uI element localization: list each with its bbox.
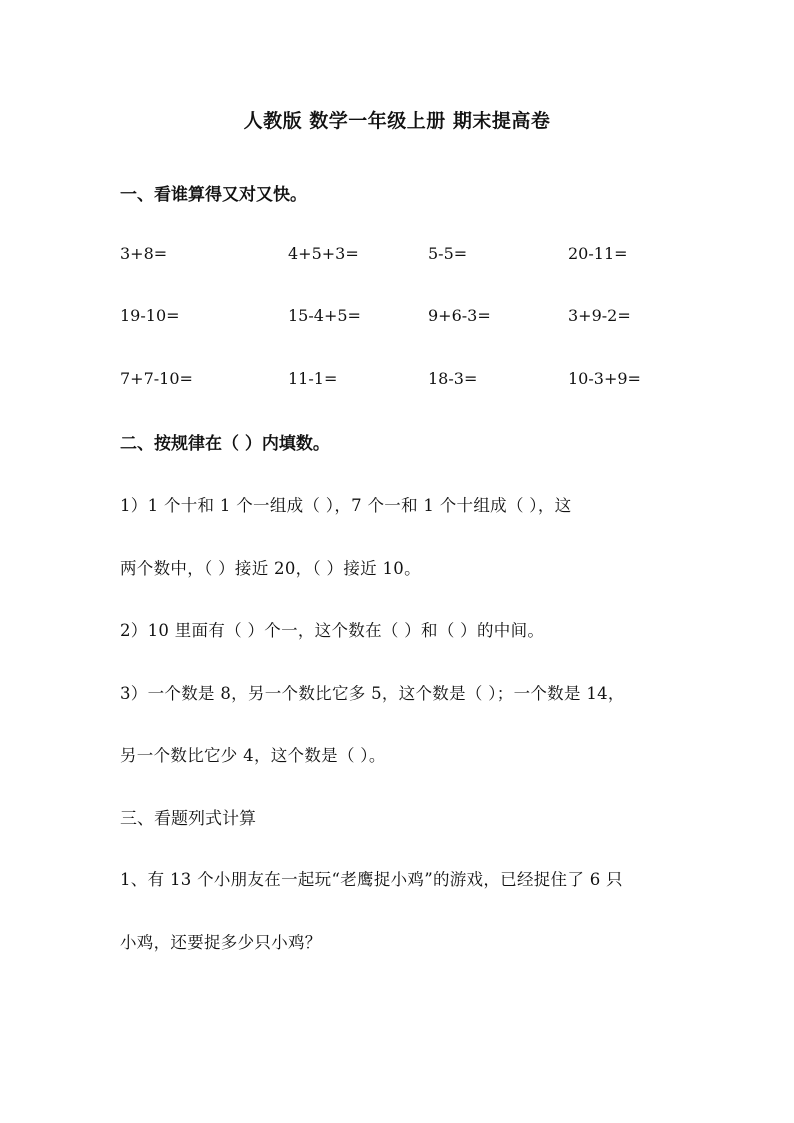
- page-title: 人教版 数学一年级上册 期末提高卷: [243, 110, 551, 132]
- problem: 3+9-2=: [568, 306, 631, 325]
- problem: 5-5=: [428, 244, 468, 263]
- question-line: 2）10 里面有（ ）个一，这个数在（ ）和（ ）的中间。: [120, 621, 545, 640]
- problem: 20-11=: [568, 244, 628, 263]
- section-2-heading: 二、按规律在（ ）内填数。: [120, 434, 330, 454]
- section-1-heading: 一、看谁算得又对又快。: [120, 185, 307, 205]
- problem: 18-3=: [428, 369, 478, 388]
- problem-row-3: [0, 369, 794, 393]
- question-line: 1、有 13 个小朋友在一起玩“老鹰捉小鸡”的游戏，已经捉住了 6 只: [120, 870, 623, 889]
- problem: 19-10=: [120, 306, 180, 325]
- problem: 3+8=: [120, 244, 168, 263]
- problem-row-1: [0, 244, 794, 268]
- problem: 15-4+5=: [288, 306, 361, 325]
- problem-row-2: [0, 306, 794, 330]
- problem: 7+7-10=: [120, 369, 193, 388]
- section-3-heading: 三、看题列式计算: [120, 809, 256, 829]
- problem: 9+6-3=: [428, 306, 491, 325]
- question-line: 另一个数比它少 4，这个数是（ ）。: [120, 746, 386, 765]
- question-line: 两个数中，（ ）接近 20，（ ）接近 10。: [120, 559, 421, 578]
- problem: 4+5+3=: [288, 244, 359, 263]
- question-line: 3）一个数是 8，另一个数比它多 5，这个数是（ ）；一个数是 14，: [120, 684, 625, 703]
- problem: 10-3+9=: [568, 369, 641, 388]
- problem: 11-1=: [288, 369, 338, 388]
- question-line: 小鸡，还要捉多少只小鸡？: [120, 933, 322, 952]
- question-line: 1）1 个十和 1 个一组成（ ），7 个一和 1 个十组成（ ），这: [120, 496, 572, 515]
